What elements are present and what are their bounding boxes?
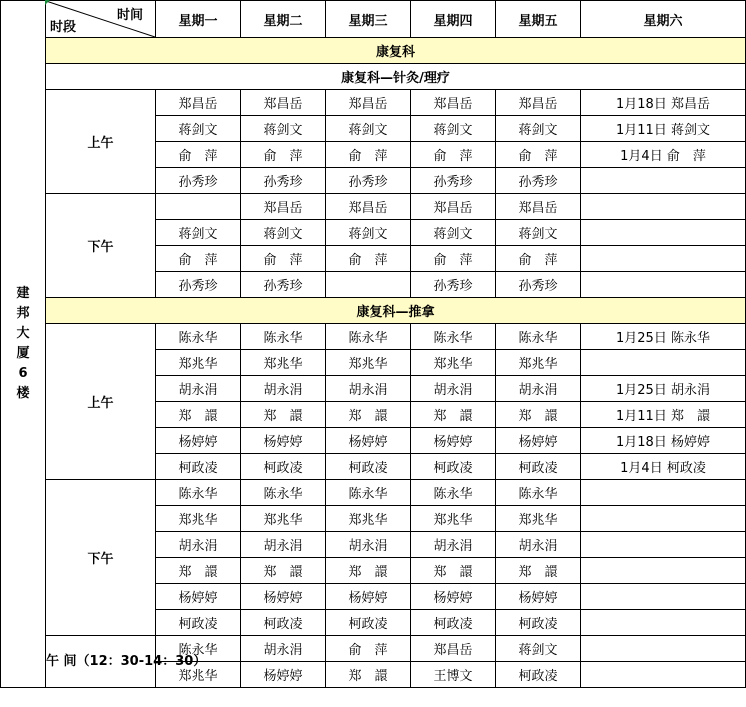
period-label: 下午 [46,194,156,298]
doctor-cell: 俞 萍 [326,142,411,168]
location-cell [1,1,46,688]
location-char: 建 [16,286,30,301]
day-header: 星期二 [241,1,326,38]
location-char: 邦 [16,306,30,321]
saturday-cell [581,506,746,532]
doctor-cell: 孙秀珍 [496,168,581,194]
doctor-cell: 郑 譞 [326,558,411,584]
location-char: 厦 [16,346,30,361]
doctor-cell: 蒋剑文 [326,220,411,246]
doctor-cell: 陈永华 [411,324,496,350]
location-char: 楼 [16,386,30,401]
doctor-cell: 陈永华 [156,480,241,506]
saturday-cell: 1月25日 胡永涓 [581,376,746,402]
doctor-cell: 俞 萍 [326,246,411,272]
doctor-cell: 胡永涓 [241,376,326,402]
doctor-cell: 杨婷婷 [496,584,581,610]
doctor-cell: 柯政凌 [156,454,241,480]
doctor-cell: 陈永华 [241,324,326,350]
corner-period-label: 时段 [50,20,77,35]
doctor-cell: 郑兆华 [411,350,496,376]
doctor-cell: 郑兆华 [496,506,581,532]
corner-time-label: 时间 [116,8,143,23]
doctor-cell: 蒋剑文 [496,116,581,142]
doctor-cell: 俞 萍 [156,246,241,272]
doctor-cell: 孙秀珍 [241,272,326,298]
doctor-cell: 郑昌岳 [326,90,411,116]
doctor-cell: 郑 譞 [411,402,496,428]
doctor-cell: 郑昌岳 [496,194,581,220]
doctor-cell: 杨婷婷 [241,584,326,610]
doctor-cell: 胡永涓 [326,376,411,402]
saturday-cell [581,246,746,272]
doctor-cell: 俞 萍 [156,142,241,168]
doctor-cell: 郑昌岳 [241,90,326,116]
doctor-cell: 郑昌岳 [326,194,411,220]
doctor-cell: 郑昌岳 [241,194,326,220]
doctor-cell: 杨婷婷 [156,428,241,454]
doctor-cell: 郑 譞 [496,558,581,584]
doctor-cell: 胡永涓 [241,636,326,662]
doctor-cell: 陈永华 [156,324,241,350]
doctor-cell: 郑昌岳 [411,636,496,662]
doctor-cell: 郑兆华 [156,662,241,688]
doctor-cell: 郑兆华 [156,506,241,532]
schedule-row [1,90,746,116]
doctor-cell: 胡永涓 [496,376,581,402]
doctor-cell: 杨婷婷 [241,428,326,454]
schedule-row [1,636,746,662]
doctor-cell: 蒋剑文 [156,116,241,142]
saturday-cell: 1月4日 俞 萍 [581,142,746,168]
header-row [1,1,746,38]
doctor-cell: 郑昌岳 [411,194,496,220]
saturday-cell [581,272,746,298]
doctor-cell: 蒋剑文 [241,116,326,142]
doctor-cell: 杨婷婷 [411,584,496,610]
doctor-cell: 郑 譞 [156,558,241,584]
doctor-cell: 柯政凌 [156,610,241,636]
period-label: 午 间（12：30-14：30） [46,636,156,688]
location-char: 大 [16,326,30,341]
doctor-cell: 胡永涓 [326,532,411,558]
doctor-cell: 陈永华 [411,480,496,506]
doctor-cell: 柯政凌 [241,454,326,480]
saturday-cell [581,350,746,376]
saturday-cell [581,532,746,558]
doctor-cell: 蒋剑文 [241,220,326,246]
doctor-cell: 孙秀珍 [241,168,326,194]
doctor-cell: 郑 譞 [496,402,581,428]
doctor-cell: 胡永涓 [411,532,496,558]
saturday-cell [581,194,746,220]
doctor-cell: 孙秀珍 [496,272,581,298]
doctor-cell: 胡永涓 [156,532,241,558]
doctor-cell: 俞 萍 [241,142,326,168]
location-char: 6 [18,366,28,381]
saturday-cell [581,558,746,584]
doctor-cell: 蒋剑文 [326,116,411,142]
doctor-cell: 陈永华 [156,636,241,662]
doctor-cell: 孙秀珍 [411,168,496,194]
doctor-cell: 郑兆华 [326,506,411,532]
saturday-cell [581,480,746,506]
saturday-cell: 1月11日 郑 譞 [581,402,746,428]
doctor-cell: 杨婷婷 [411,428,496,454]
saturday-cell: 1月4日 柯政凌 [581,454,746,480]
massage-title-row [1,298,746,324]
saturday-cell [581,168,746,194]
doctor-cell: 陈永华 [326,480,411,506]
doctor-cell: 陈永华 [496,480,581,506]
doctor-cell: 蒋剑文 [496,636,581,662]
acupuncture-title: 康复科—针灸/理疗 [46,64,746,90]
doctor-cell: 胡永涓 [496,532,581,558]
doctor-cell: 王博文 [411,662,496,688]
doctor-cell: 蒋剑文 [156,220,241,246]
doctor-cell: 郑兆华 [326,350,411,376]
doctor-cell: 郑兆华 [411,506,496,532]
period-label: 上午 [46,324,156,480]
department-title: 康复科 [46,38,746,64]
doctor-cell: 柯政凌 [496,454,581,480]
doctor-cell [326,272,411,298]
day-header: 星期四 [411,1,496,38]
doctor-cell: 郑昌岳 [411,90,496,116]
doctor-cell: 俞 萍 [241,246,326,272]
schedule-row [1,194,746,220]
period-label: 下午 [46,480,156,636]
doctor-cell: 孙秀珍 [156,272,241,298]
doctor-cell: 柯政凌 [326,610,411,636]
doctor-cell: 郑兆华 [496,350,581,376]
saturday-cell [581,662,746,688]
doctor-cell: 蒋剑文 [411,220,496,246]
doctor-cell: 杨婷婷 [326,428,411,454]
doctor-cell: 俞 萍 [496,142,581,168]
doctor-cell: 俞 萍 [411,142,496,168]
doctor-cell: 柯政凌 [411,610,496,636]
corner-cell [46,1,156,38]
saturday-cell: 1月18日 郑昌岳 [581,90,746,116]
department-title-row [1,38,746,64]
doctor-cell: 郑 譞 [241,402,326,428]
doctor-cell: 郑 譞 [326,402,411,428]
doctor-cell: 郑兆华 [241,350,326,376]
doctor-cell: 陈永华 [241,480,326,506]
saturday-cell [581,584,746,610]
doctor-cell: 孙秀珍 [326,168,411,194]
cell-marker [45,0,50,5]
saturday-cell: 1月11日 蒋剑文 [581,116,746,142]
massage-title: 康复科—推拿 [46,298,746,324]
doctor-cell: 陈永华 [496,324,581,350]
doctor-cell: 孙秀珍 [156,168,241,194]
doctor-cell: 柯政凌 [241,610,326,636]
doctor-cell: 胡永涓 [156,376,241,402]
doctor-cell: 郑 譞 [156,402,241,428]
doctor-cell: 郑兆华 [241,506,326,532]
doctor-cell: 柯政凌 [496,610,581,636]
period-label: 上午 [46,90,156,194]
doctor-cell: 蒋剑文 [496,220,581,246]
doctor-cell: 杨婷婷 [241,662,326,688]
doctor-cell: 郑 譞 [411,558,496,584]
doctor-cell: 郑昌岳 [496,90,581,116]
saturday-cell: 1月25日 陈永华 [581,324,746,350]
doctor-cell: 杨婷婷 [496,428,581,454]
saturday-cell [581,636,746,662]
doctor-cell [156,194,241,220]
saturday-cell [581,220,746,246]
doctor-cell: 俞 萍 [496,246,581,272]
acupuncture-title-row [1,64,746,90]
saturday-cell [581,610,746,636]
doctor-cell: 郑兆华 [156,350,241,376]
schedule-row [1,480,746,506]
doctor-cell: 郑 譞 [326,662,411,688]
day-header: 星期三 [326,1,411,38]
doctor-cell: 柯政凌 [411,454,496,480]
doctor-cell: 俞 萍 [411,246,496,272]
day-header: 星期一 [156,1,241,38]
doctor-cell: 陈永华 [326,324,411,350]
doctor-cell: 杨婷婷 [156,584,241,610]
doctor-cell: 柯政凌 [326,454,411,480]
doctor-cell: 孙秀珍 [411,272,496,298]
day-header: 星期六 [581,1,746,38]
schedule-row [1,324,746,350]
doctor-cell: 郑 譞 [241,558,326,584]
doctor-cell: 郑昌岳 [156,90,241,116]
doctor-cell: 俞 萍 [326,636,411,662]
doctor-cell: 柯政凌 [496,662,581,688]
doctor-cell: 胡永涓 [411,376,496,402]
doctor-cell: 杨婷婷 [326,584,411,610]
day-header: 星期五 [496,1,581,38]
doctor-cell: 胡永涓 [241,532,326,558]
saturday-cell: 1月18日 杨婷婷 [581,428,746,454]
doctor-cell: 蒋剑文 [411,116,496,142]
